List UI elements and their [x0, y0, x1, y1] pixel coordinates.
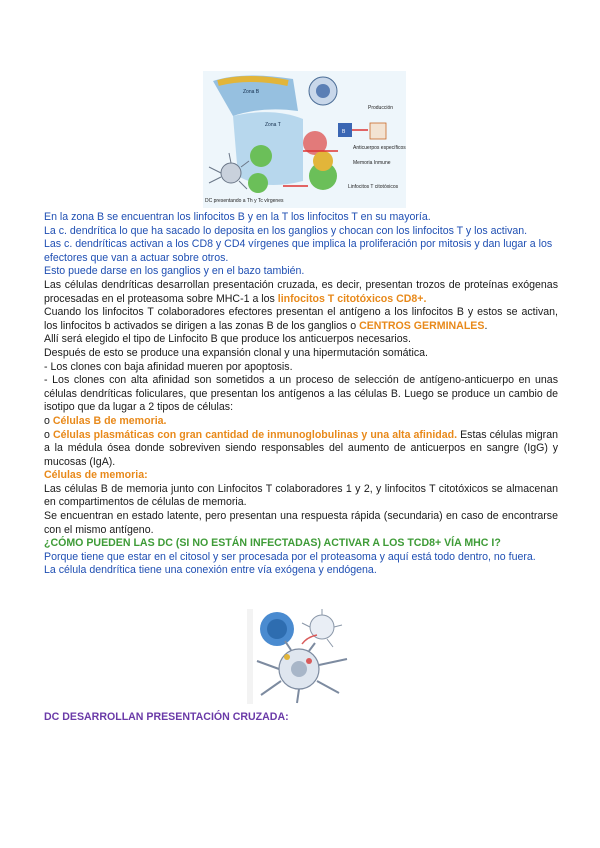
- paragraph-zona-b: En la zona B se encuentran los linfocitos B y en la T los linfocitos T en su mayoría.: [44, 211, 431, 223]
- bullet-o: o: [44, 414, 53, 427]
- cross-presentation-heading: DC DESARROLLAN PRESENTACIÓN CRUZADA:: [44, 711, 289, 723]
- germinal-highlight: CENTROS GERMINALES: [359, 319, 485, 332]
- paragraph-b-choice: Allí será elegido el tipo de Linfocito B que produce los anticuerpos necesarios.: [44, 333, 411, 346]
- dc-label: DC presentando a Th y Tc vírgenes: [205, 198, 284, 204]
- paragraph-plasma-bullet: [44, 429, 558, 470]
- cross-presentation-text: Las células dendríticas desarrollan presentación cruzada, es decir, presentan trozos de proteínas exógenas procesadas en el proteasoma sobre MHC-1 a los: [44, 278, 558, 305]
- paragraph-dendritic-deposit: La c. dendrítica lo que ha sacado lo deposita en los ganglios y chocan con los linfocitos T y los activan.: [44, 224, 528, 237]
- zona-t-label: Zona T: [265, 122, 281, 128]
- citotoxicos-label: Linfocitos T citotóxicos: [348, 184, 399, 190]
- paragraph-cross-presentation: [44, 279, 558, 306]
- paragraph-memory-bullet: [44, 415, 558, 429]
- cross-presentation-heading-block: [44, 711, 558, 725]
- b-label: B: [342, 129, 346, 135]
- question-heading: ¿CÓMO PUEDEN LAS DC (SI NO ESTÁN INFECTADAS) ACTIVAR A LOS TCD8+ VÍA MHC I?: [44, 537, 501, 550]
- paragraph-latent: Se encuentran en estado latente, pero presentan una respuesta rápida (secundaria) en caso de encontrarse con el mismo antígeno.: [44, 510, 558, 536]
- plasma-cells-highlight: Células plasmáticas con gran cantidad de inmunoglobulinas y una alta afinidad.: [52, 428, 458, 441]
- paragraph-germinal-centers: [44, 306, 558, 333]
- memory-heading: Células de memoria:: [44, 469, 148, 482]
- bullet-o-2: o: [44, 428, 53, 441]
- germinal-text: Cuando los linfocitos T colaboradores efectores presentan el antígeno a los linfocitos B y estos se activan, los linfocitos b activados se dirigen a las zonas B de los ganglios o: [44, 306, 558, 332]
- memoria-label: Memoria Inmune: [353, 160, 391, 166]
- plasma-text: Estas células migran a la médula ósea donde sobreviven siendo responsables del aumento de anticuerpos en sangre (IgG) y mucosas (IgA).: [44, 428, 558, 468]
- paragraph-cytosol: Porque tiene que estar en el citosol y ser procesada por el proteasoma y aquí está todo dentro, no fuera.: [44, 550, 536, 563]
- paragraph-connection: La célula dendrítica tiene una conexión entre vía exógena y endógena.: [44, 564, 377, 577]
- paragraph-dendritic-activate: Las c. dendríticas activan a los CD8 y CD4 vírgenes que implica la proliferación por mitosis y dan lugar a los efectores que van a actuar sobre otros.: [44, 238, 553, 264]
- paragraph-bazo: Esto puede darse en los ganglios y en el bazo también.: [44, 265, 305, 278]
- produccion-label: Producción: [368, 105, 394, 111]
- cd8-highlight: linfocitos T citotóxicos CD8+.: [277, 292, 427, 305]
- paragraph-clonal-expansion: Después de esto se produce una expansión clonal y una hipermutación somática.: [44, 346, 428, 359]
- paragraph-high-affinity: - Los clones con alta afinidad son sometidos a un proceso de selección de antígeno-anticuerpo en unas células dendríticas foliculares, que presentan los antígenos a las células B. Luego se produce un cambio de isotipo que da lugar a 2 tipos de células:: [44, 374, 558, 414]
- memory-cells-highlight: Células B de memoria.: [52, 414, 167, 427]
- anticuerpos-label: Anticuerpos específicos: [353, 145, 406, 151]
- zona-b-label: Zona B: [243, 89, 260, 95]
- germinal-period: .: [484, 319, 488, 332]
- paragraph-memory-storage: Las células B de memoria junto con Linfocitos T colaboradores 1 y 2, y linfocitos T citotóxicos se almacenan en compartimentos de células de memoria.: [44, 482, 558, 509]
- dendritic-cell-illustration: [247, 609, 357, 704]
- document-body: [44, 211, 558, 578]
- lymph-node-diagram: [203, 71, 406, 208]
- paragraph-low-affinity: - Los clones con baja afinidad mueren por apoptosis.: [44, 360, 293, 373]
